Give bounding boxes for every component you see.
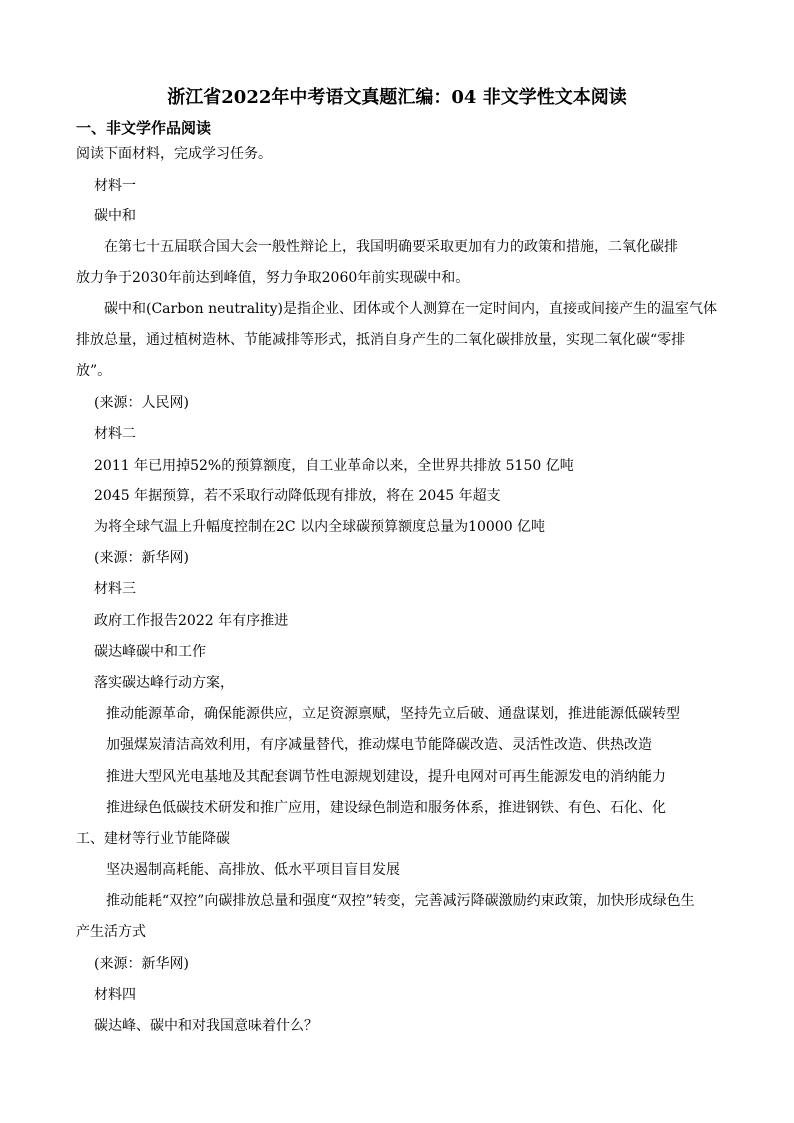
material1-source: (来源：人民网)	[94, 395, 189, 411]
material3-line1: 政府工作报告2022 年有序推进	[94, 613, 289, 629]
material3-item3: 推进大型风光电基地及其配套调节性电源规划建设，提升电网对可再生能源发电的消纳能力	[106, 769, 666, 785]
material2-line1: 2011 年已用掉52%的预算额度，自工业革命以来，全世界共排放 5150 亿吨	[94, 458, 574, 474]
material1-para2-line1: 碳中和(Carbon neutrality)是指企业、团体或个人测算在一定时间内，直接或间接产生的温室气体	[104, 301, 718, 317]
material1-para2-line3: 放”。	[76, 363, 112, 379]
material3-line2: 碳达峰碳中和工作	[94, 644, 206, 660]
material3-label: 材料三	[94, 581, 136, 597]
material1-para2-line2: 排放总量，通过植树造林、节能减排等形式，抵消自身产生的二氧化碳排放量，实现二氧化碳“零排	[76, 332, 686, 348]
material2-source: (来源：新华网)	[94, 550, 189, 566]
material3-item4-line2: 工、建材等行业节能降碳	[76, 831, 230, 847]
material2-line3: 为将全球气温上升幅度控制在2C 以内全球碳预算额度总量为10000 亿吨	[94, 519, 546, 535]
material1-label: 材料一	[94, 178, 136, 194]
material4-question: 碳达峰、碳中和对我国意味着什么？	[94, 1018, 318, 1034]
material3-item2: 加强煤炭清洁高效利用，有序减量替代，推动煤电节能降碳改造、灵活性改造、供热改造	[106, 737, 652, 753]
material4-label: 材料四	[94, 987, 136, 1003]
material3-item6-line2: 产生活方式	[76, 924, 146, 940]
material2-line2: 2045 年据预算，若不采取行动降低现有排放，将在 2045 年超支	[94, 488, 501, 504]
material3-item5: 坚决遏制高耗能、高排放、低水平项目盲目发展	[106, 862, 400, 878]
material1-para1-line2: 放力争于2030年前达到峰值，努力争取2060年前实现碳中和。	[76, 270, 470, 286]
material1-para1-line1: 在第七十五届联合国大会一般性辩论上，我国明确要采取更加有力的政策和措施，二氧化碳排	[104, 239, 678, 255]
page-title: 浙江省2022年中考语文真题汇编：04 非文学性文本阅读	[167, 87, 627, 108]
material3-line3: 落实碳达峰行动方案，	[94, 675, 234, 691]
material2-label: 材料二	[94, 426, 136, 442]
material3-item1: 推动能源革命，确保能源供应，立足资源禀赋，坚持先立后破、通盘谋划，推进能源低碳转型	[106, 706, 680, 722]
instruction-text: 阅读下面材料，完成学习任务。	[76, 146, 272, 162]
material3-item4-line1: 推进绿色低碳技术研发和推广应用，建设绿色制造和服务体系，推进钢铁、有色、石化、化	[106, 800, 666, 816]
section-heading: 一、非文学作品阅读	[76, 119, 212, 137]
material3-item6-line1: 推动能耗“双控”向碳排放总量和强度“双控”转变，完善减污降碳激励约束政策，加快形成绿色生	[106, 893, 695, 909]
material1-subtitle: 碳中和	[94, 208, 136, 224]
material3-source: (来源：新华网)	[94, 956, 189, 972]
